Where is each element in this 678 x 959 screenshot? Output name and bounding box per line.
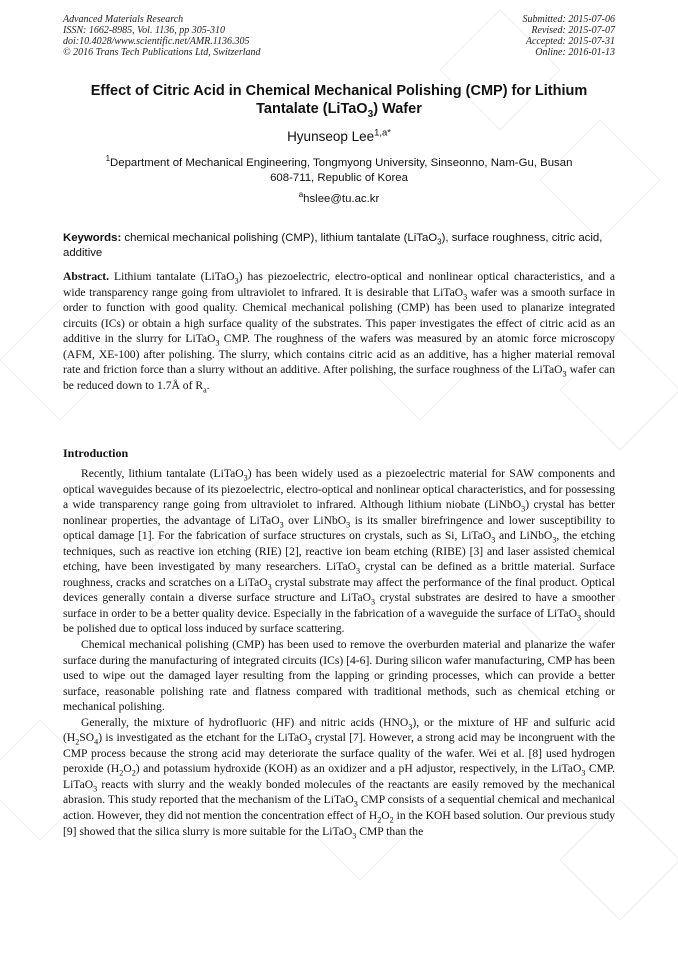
accepted-date: Accepted: 2015-07-31 xyxy=(525,36,615,47)
paper-title xyxy=(63,82,615,118)
abstract-body: Lithium tantalate (LiTaO$_3$) has piezoelectric, electro-optical and nonlinear optical characteristics, and a wide transparency range going from ultraviolet to infrared. It is desirable that LiTaO$_3$ wafer was a smooth surface in order to function with good quality. Chemical mechanical polishing (CMP) has been used to planarize integrated circuits (ICs) or obtain a high surface quality of the substrates. This paper investigates the effect of citric acid as an additive in the slurry for LiTaO$_3$ CMP. The roughness of the wafers was measured by an atomic force microscopy (AFM, XE-100) after polishing. The slurry, which contains citric acid as an additive, has a higher material removal rate and friction force than a slurry without an additive. After polishing, the surface roughness of the LiTaO$_3$ wafer can be reduced down to 1.7Å of $R_a$. xyxy=(63,270,615,395)
abstract xyxy=(63,269,615,393)
abstract-label: Abstract. xyxy=(63,270,110,283)
revised-date: Revised: 2015-07-07 xyxy=(531,25,615,36)
issn-line: ISSN: 1662-8985, Vol. 1136, pp 305-310 xyxy=(63,25,226,36)
submitted-date: Submitted: 2015-07-06 xyxy=(522,14,615,25)
copyright-line: © 2016 Trans Tech Publications Ltd, Switzerland xyxy=(63,47,261,58)
title-line-2: Tantalate (LiTaO$_3$) Wafer xyxy=(256,101,422,120)
keywords: Keywords: chemical mechanical polishing (CMP), lithium tantalate (LiTaO$_3$), surface roughness, citric acid, additive xyxy=(63,232,603,259)
submission-dates xyxy=(523,14,616,58)
online-date: Online: 2016-01-13 xyxy=(535,47,615,58)
intro-paragraph-2: Chemical mechanical polishing (CMP) has been used to remove the overburden material and planarize the wafer surface during the manufacturing of integrated circuits (ICs) [4-6]. During silicon wafer manufacturing, CMP has been used to wipe out the damaged layer resulting from the lapping or grinding processes, which can provide a better surface, reasonable polishing rate and flatness compared with traditional methods, such as chemical etching or mechanical polishing. xyxy=(63,638,615,714)
author-name: Hyunseop Lee$^{1,a*}$ xyxy=(287,127,391,144)
intro-paragraph-1: Recently, lithium tantalate (LiTaO$_3$) has been widely used as a piezoelectric material for SAW components and optical waveguides because of its piezoelectric, electro-optical and nonlinear optical characteristics, and for possessing a wide transparency range going from ultraviolet to infrared. Although lithium niobate (LiNbO$_3$) crystal has better nonlinear properties, the advantage of LiTaO$_3$ over LiNbO$_3$ is its smaller birefringence and lower susceptibility to optical damage [1]. For the fabrication of surface structures on crystals, such as Si, LiTaO$_3$ and LiNbO$_3$, the etching techniques, such as reactive ion etching (RIE) [2], reactive ion beam etching (RIBE) [3] and laser assisted chemical etching, have been investigated by many researchers. LiTaO$_3$ crystal can be defined as a brittle material. Surface roughness, cracks and scratches on a LiTaO$_3$ crystal substrate may affect the performance of the final product. Optical devices generally contain a diverse surface structure and LiTaO$_3$ crystal substrates are desired to have a smoother surface in order to be a better quality device. Especially in the fabrication of a waveguide the surface of LiTaO$_3$ should be polished due to optical loss induced by surface scattering. xyxy=(63,467,615,636)
journal-name: Advanced Materials Research xyxy=(63,14,184,25)
affiliation: $^1$Department of Mechanical Engineering, Tongmyong University, Sinseonno, Nam-Gu, Busan 608-711, Republic of Korea xyxy=(105,154,573,184)
introduction-body xyxy=(63,466,615,839)
journal-info xyxy=(63,14,261,58)
doi-line[interactable]: doi:10.4028/www.scientific.net/AMR.1136.305 xyxy=(63,36,250,47)
title-line-1: Effect of Citric Acid in Chemical Mechanical Polishing (CMP) for Lithium xyxy=(90,83,588,99)
section-heading-introduction: Introduction xyxy=(63,446,129,460)
author-email[interactable]: $^a$hslee@tu.ac.kr xyxy=(298,190,380,205)
intro-paragraph-3: Generally, the mixture of hydrofluoric (HF) and nitric acids $(HNO_3)$, or the mixture of HF and sulfuric acid $(H_2SO_4)$ is investigated as the etchant for the LiTaO$_3$ crystal [7]. However, a strong acid may be incongruent with the CMP process because the strong acid may deteriorate the surface quality of the wafer. Wei et al. [8] used hydrogen peroxide $(H_2O_2)$ and potassium hydroxide (KOH) as an oxidizer and a pH adjustor, respectively, in the LiTaO$_3$ CMP. LiTaO$_3$ reacts with slurry and the weakly bonded molecules of the reactants are easily removed by the mechanical abrasion. This study reported that the mechanism of the LiTaO$_3$ CMP consists of a sequential chemical and mechanical action. However, they did not mention the concentration effect of $H_2O_2$ in the KOH based solution. Our previous study [9] showed that the silica slurry is more suitable for the LiTaO$_3$ CMP than the xyxy=(63,715,616,840)
